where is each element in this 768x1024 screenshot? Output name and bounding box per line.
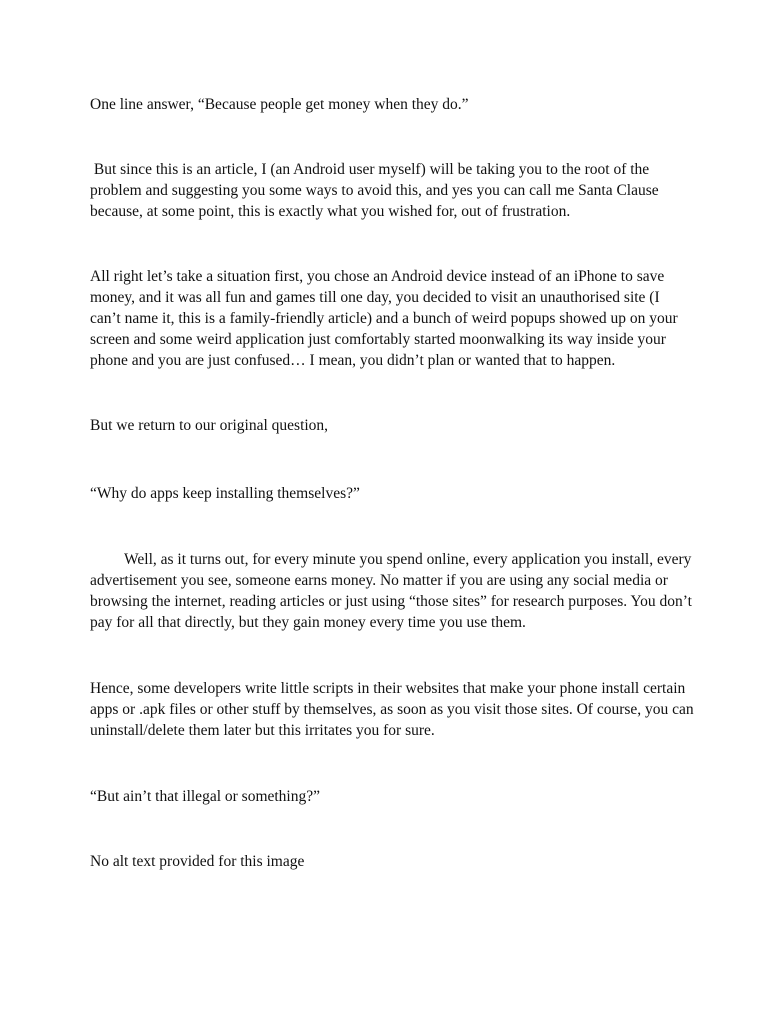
text-line: “Why do apps keep installing themselves?” — [90, 485, 360, 502]
text-line: advertisement you see, someone earns money. No matter if you are using any social media or — [90, 572, 668, 589]
text-line: screen and some weird application just comfortably started moonwalking its way inside your — [90, 331, 666, 348]
text-line: money, and it was all fun and games till one day, you decided to visit an unauthorised site (I — [90, 289, 660, 306]
paragraph-situation — [90, 266, 690, 371]
text-line: uninstall/delete them later but this irritates you for sure. — [90, 722, 435, 739]
paragraph-illegal-question — [90, 786, 690, 807]
text-line: One line answer, “Because people get money when they do.” — [90, 96, 469, 113]
text-line: pay for all that directly, but they gain money every time you use them. — [90, 614, 526, 631]
text-line: apps or .apk files or other stuff by themselves, as soon as you visit those sites. Of course, you can — [90, 701, 694, 718]
text-line: because, at some point, this is exactly what you wished for, out of frustration. — [90, 203, 571, 220]
paragraph-return — [90, 415, 690, 436]
text-line: But since this is an article, I (an Android user myself) will be taking you to the root of the — [90, 161, 650, 178]
text-line: phone and you are just confused… I mean, you didn’t plan or wanted that to happen. — [90, 352, 616, 369]
paragraph-intro — [90, 94, 690, 115]
text-line: But we return to our original question, — [90, 417, 329, 434]
text-line: problem and suggesting you some ways to avoid this, and yes you can call me Santa Clause — [90, 182, 659, 199]
text-line: All right let’s take a situation first, you chose an Android device instead of an iPhone to save — [90, 268, 665, 285]
text-line: can’t name it, this is a family-friendly article) and a bunch of weird popups showed up on your — [90, 310, 678, 327]
text-line: browsing the internet, reading articles or just using “those sites” for research purposes. You don’t — [90, 593, 692, 610]
text-line: Hence, some developers write little scripts in their websites that make your phone install certain — [90, 680, 686, 697]
text-line: No alt text provided for this image — [90, 853, 305, 870]
paragraph-question — [90, 483, 690, 504]
text-line: “But ain’t that illegal or something?” — [90, 788, 321, 805]
image-alt-text — [90, 851, 690, 872]
paragraph-developers — [90, 678, 694, 741]
paragraph-article-root — [90, 159, 690, 222]
text-line: Well, as it turns out, for every minute you spend online, every application you install, every — [124, 551, 692, 568]
paragraph-explanation — [90, 549, 690, 633]
